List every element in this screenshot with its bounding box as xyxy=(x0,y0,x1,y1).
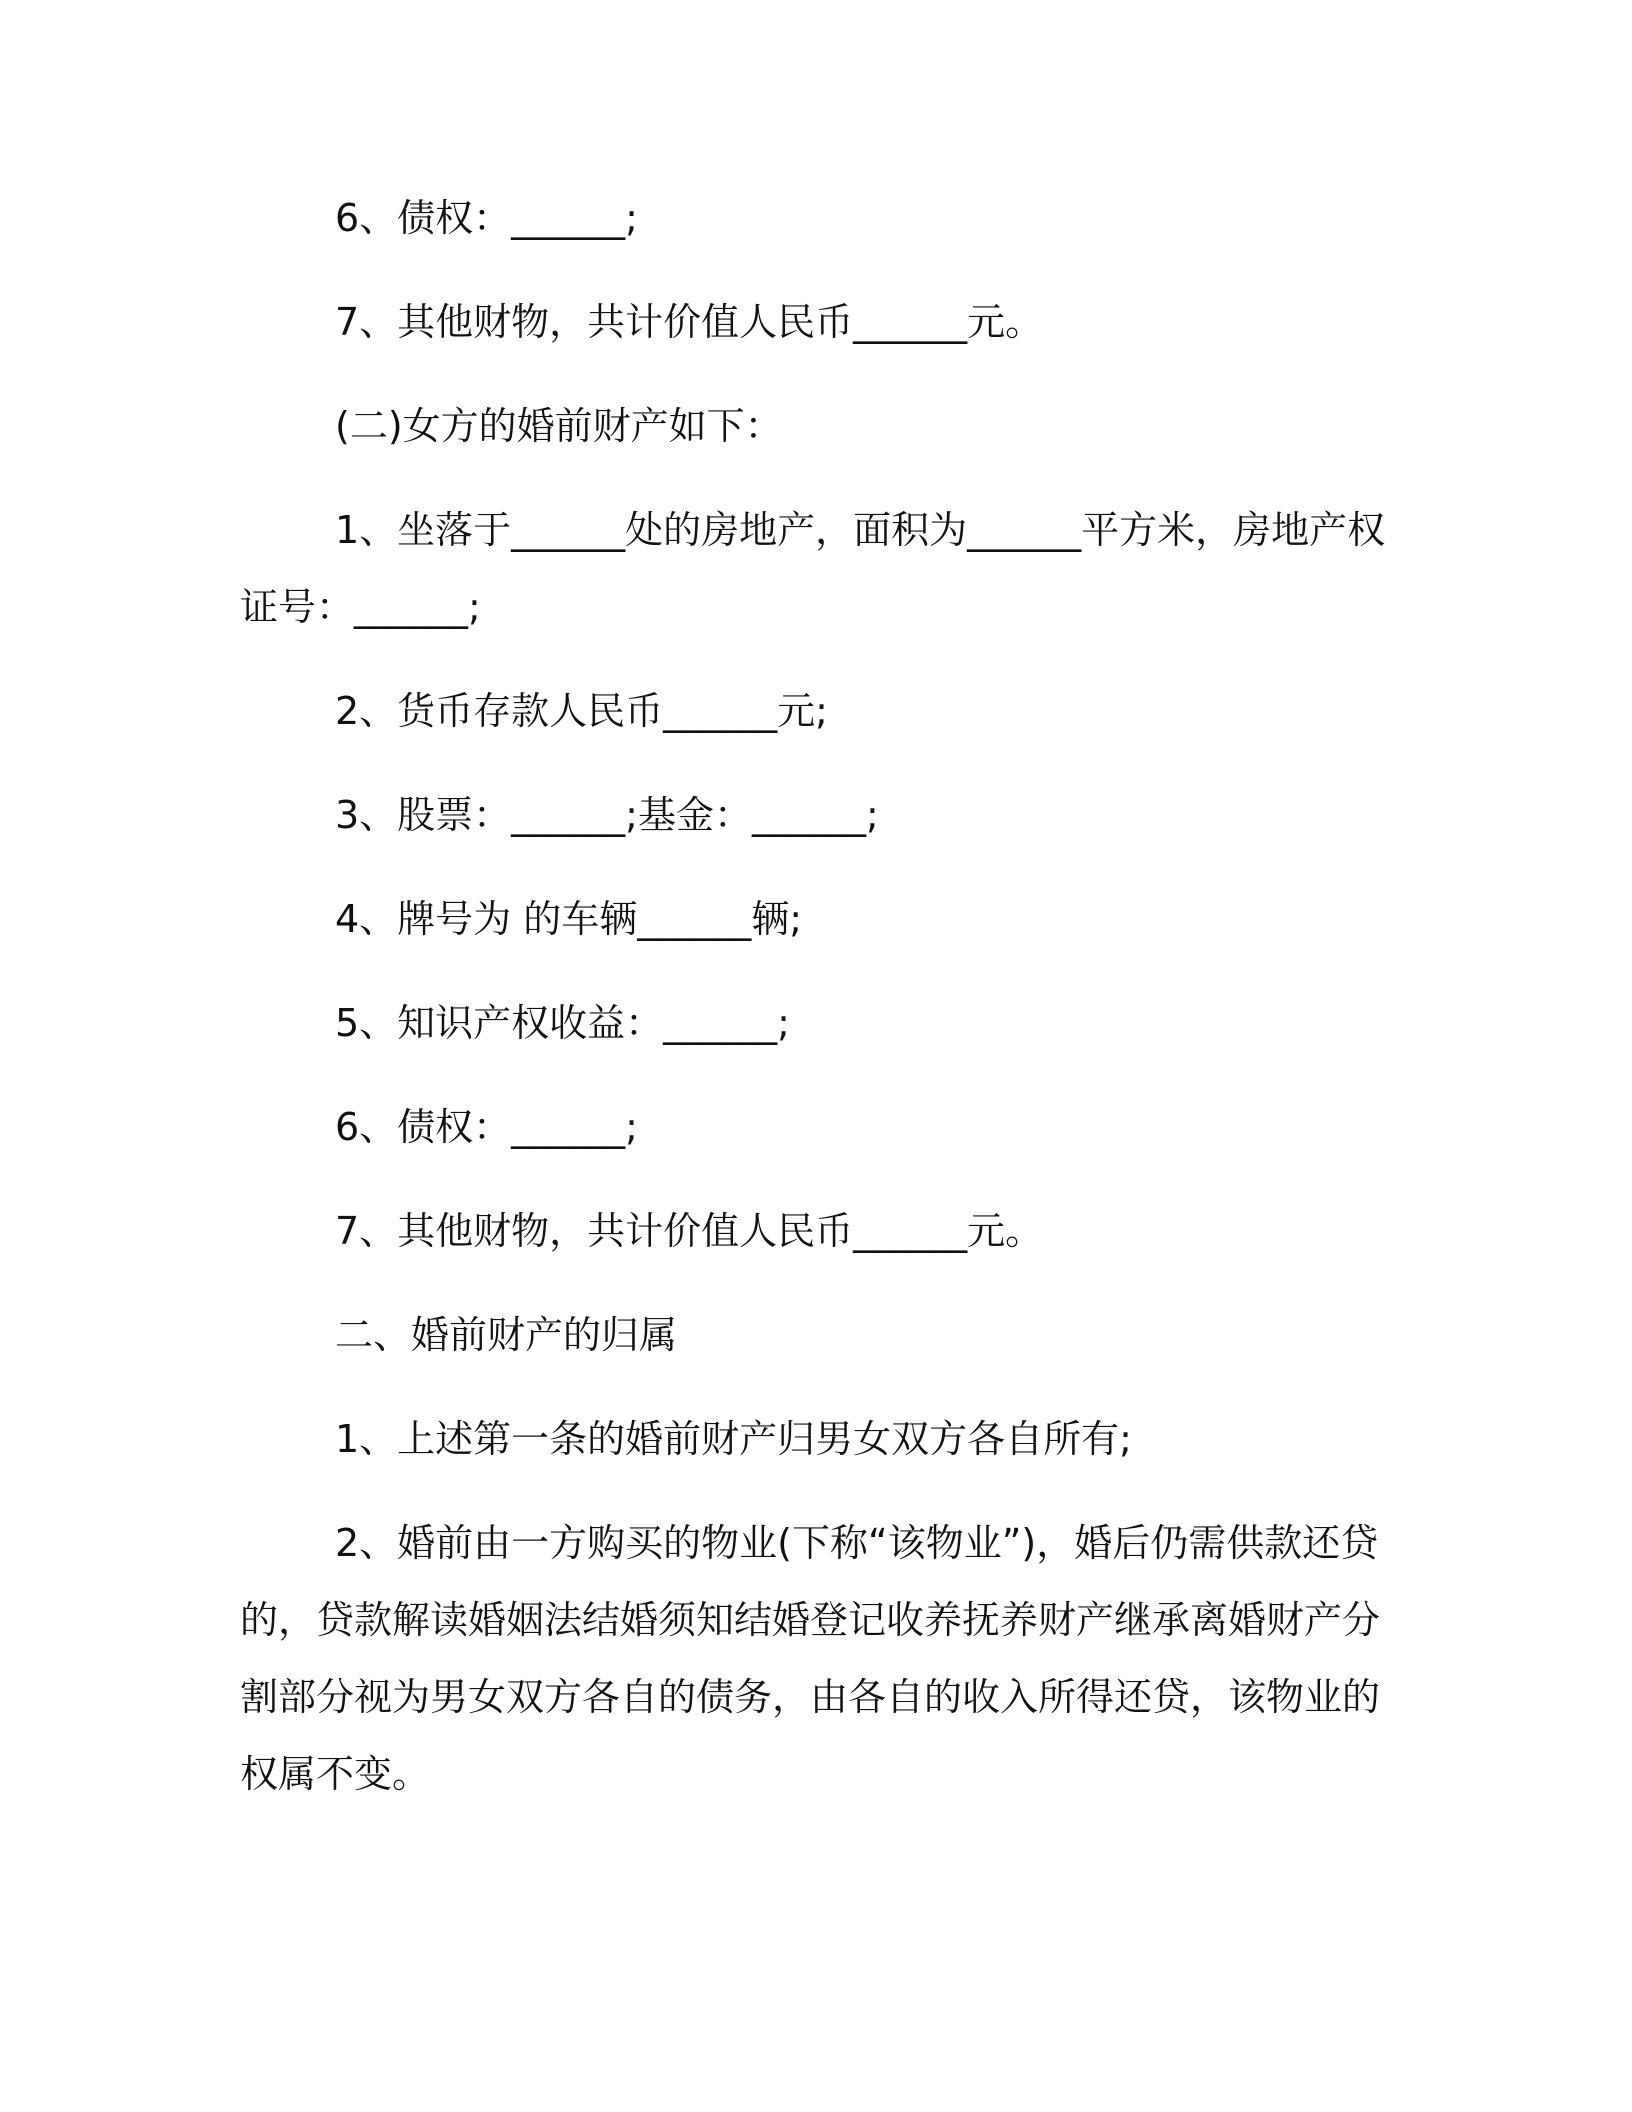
paragraph-other-property-female: 7、其他财物，共计价值人民币______元。 xyxy=(335,1209,1044,1253)
paragraph-ownership-clause-2: 2、婚前由一方购买的物业(下称“该物业”)，婚后仍需供款还贷的，贷款解读婚姻法结婚须知结婚登记收养抚养财产继承离婚财产分割部分视为男女双方各自的债务，由各自的收入所得还贷，该物业的权属不变。 xyxy=(240,1521,1381,1796)
section-heading-ownership: 二、婚前财产的归属 xyxy=(335,1313,678,1357)
paragraph-vehicles: 4、牌号为 的车辆______辆; xyxy=(335,897,803,941)
paragraph-debt-rights-female: 6、债权：______; xyxy=(335,1105,638,1149)
paragraph-debt-rights-male: 6、债权：______; xyxy=(335,196,638,240)
paragraph-ip-income: 5、知识产权收益：______; xyxy=(335,1001,790,1045)
paragraph-deposits: 2、货币存款人民币______元; xyxy=(335,689,828,733)
section-heading-female-property: (二)女方的婚前财产如下： xyxy=(335,404,783,448)
paragraph-other-property-male: 7、其他财物，共计价值人民币______元。 xyxy=(335,300,1044,344)
document-body xyxy=(240,180,1390,1840)
paragraph-ownership-clause-1: 1、上述第一条的婚前财产归男女双方各自所有; xyxy=(335,1417,1132,1461)
paragraph-stocks-funds: 3、股票：______;基金：______; xyxy=(335,793,879,837)
paragraph-real-estate: 1、坐落于______处的房地产，面积为______平方米，房地产权证号：______; xyxy=(240,508,1386,629)
